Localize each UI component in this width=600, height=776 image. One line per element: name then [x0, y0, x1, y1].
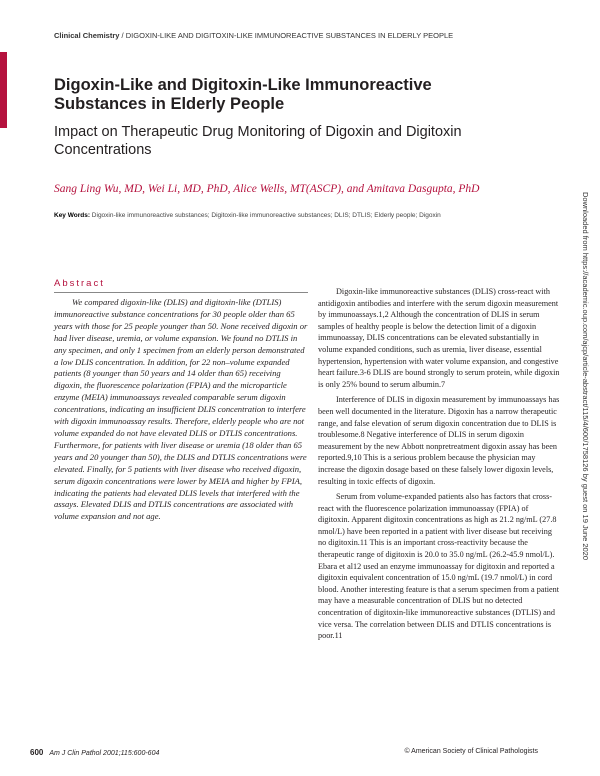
abstract-text: We compared digoxin-like (DLIS) and digitoxin-like (DTLIS) immunoreactive substance concentrations for 30 people older than 65 years with those for 25 people younger than 50. None received digoxin or had liver disease, uremia, or volume expansion. We found no DTLIS in any specimen, and only 1 specimen from an elderly person demonstrated a low DLIS concentration. In addition, for 22 non–volume expanded patients (8 younger than 50 years and 14 older than 65) receiving digoxin, the fluorescence polarization (FPIA) and the microparticle enzyme (MEIA) immunoassays revealed comparable serum digoxin concentrations, indicating an insufficient DLIS concentration to interfere with digoxin immunoassay results. Therefore, elderly people who are not volume expanded do not have elevated DLIS or DTLIS concentrations. Furthermore, for patients with liver disease or uremia (18 older than 65 years and 20 younger than 50), the DLIS and DTLIS concentrations were elevated. Finally, for 5 patients with liver disease who received digoxin, serum digoxin concentrations were lower by MEIA and higher by FPIA, indicating the patients had elevated DLIS levels that interfered with the assays. Elevated DLIS and DTLIS concentrations are associated with volume expansion and not age.: [54, 297, 308, 522]
keywords: [54, 212, 540, 219]
keywords-text: Digoxin-like immunoreactive substances; Digitoxin-like immunoreactive substances; DLIS; DTLIS; Elderly people; Digoxin: [90, 212, 441, 219]
body-paragraph: Interference of DLIS in digoxin measurement by immunoassays has been well documented in the literature. Digoxin has a narrow therapeutic range, and false elevation of serum digoxin concentration due to DLIS is troublesome.8 Negative interference of DLIS in serum digoxin measurement by the new Abbott nonpretreatment digoxin assay has been reported.9,10 This is a serious problem because the physician may increase the digoxin dosage based on these falsely lower digoxin levels, resulting in toxic effects of digoxin.: [318, 395, 560, 486]
abstract-heading: Abstract: [54, 278, 105, 289]
article-subtitle: Impact on Therapeutic Drug Monitoring of Digoxin and Digitoxin Concentrations: [54, 124, 462, 158]
copyright-notice: © American Society of Clinical Pathologists: [404, 748, 538, 755]
article-title: Digoxin-Like and Digitoxin-Like Immunoreactive Substances in Elderly People: [54, 76, 432, 113]
running-head: [54, 31, 540, 40]
footer-citation: [30, 748, 159, 757]
running-head-separator: /: [121, 31, 124, 40]
body-column: [318, 286, 560, 646]
body-paragraph: Digoxin-like immunoreactive substances (DLIS) cross-react with antidigoxin antibodies and interfere with the serum digoxin measurement by immunoassays.1,2 Although the concentration of DLIS in serum samples of healthy people is below the detection limit of a digoxin immunoassay, DLIS concentrations can be elevated substantially in volume expanded conditions, such as uremia, liver disease, essential hypertension, hypertension with water volume expansion, and congestive heart failure.3-6 DLIS are bound strongly to serum protein, while digoxin is only 25% bound to serum albumin.7: [318, 287, 560, 389]
body-paragraph: Serum from volume-expanded patients also has factors that cross-react with the fluorescence polarization immunoassay (FPIA) of digitoxin. Apparent digitoxin concentrations as high as 21.2 ng/mL (27.8 nmol/L) have been reported in a patient with liver disease but receiving no digitoxin.11 This is an important cross-reactivity because the therapeutic range of digitoxin is 20.0 to 35.0 ng/mL (26.2-45.9 nmol/L). Ebara et al12 used an enzyme immunoassay for digitoxin and reported a digitoxin equivalent concentration of 15.0 ng/mL (19.7 nmol/L) in cord blood. Another interesting feature is that a serum specimen from a patient may have a measurable concentration of DLIS but no detected concentration of digitoxin-like immunoreactive substances (DTLIS) and vice versa. The correlation between DLIS and DTLIS concentrations is poor.11: [318, 492, 560, 641]
journal-name: Clinical Chemistry: [54, 31, 120, 40]
running-head-section: DIGOXIN-LIKE AND DIGITOXIN-LIKE IMMUNOREACTIVE SUBSTANCES IN ELDERLY PEOPLE: [125, 31, 454, 40]
citation-text: Am J Clin Pathol 2001;115:600-604: [49, 750, 160, 757]
abstract-divider: [54, 292, 308, 293]
author-list: Sang Ling Wu, MD, Wei Li, MD, PhD, Alice Wells, MT(ASCP), and Amitava Dasgupta, PhD: [54, 183, 480, 195]
page-number: 600: [30, 748, 44, 757]
keywords-label: Key Words:: [54, 212, 90, 219]
download-watermark: Downloaded from https://academic.oup.com/ajcp/article-abstract/115/4/600/1758126 by guest on 19 June 2020: [581, 192, 590, 561]
accent-bar: [0, 52, 7, 128]
